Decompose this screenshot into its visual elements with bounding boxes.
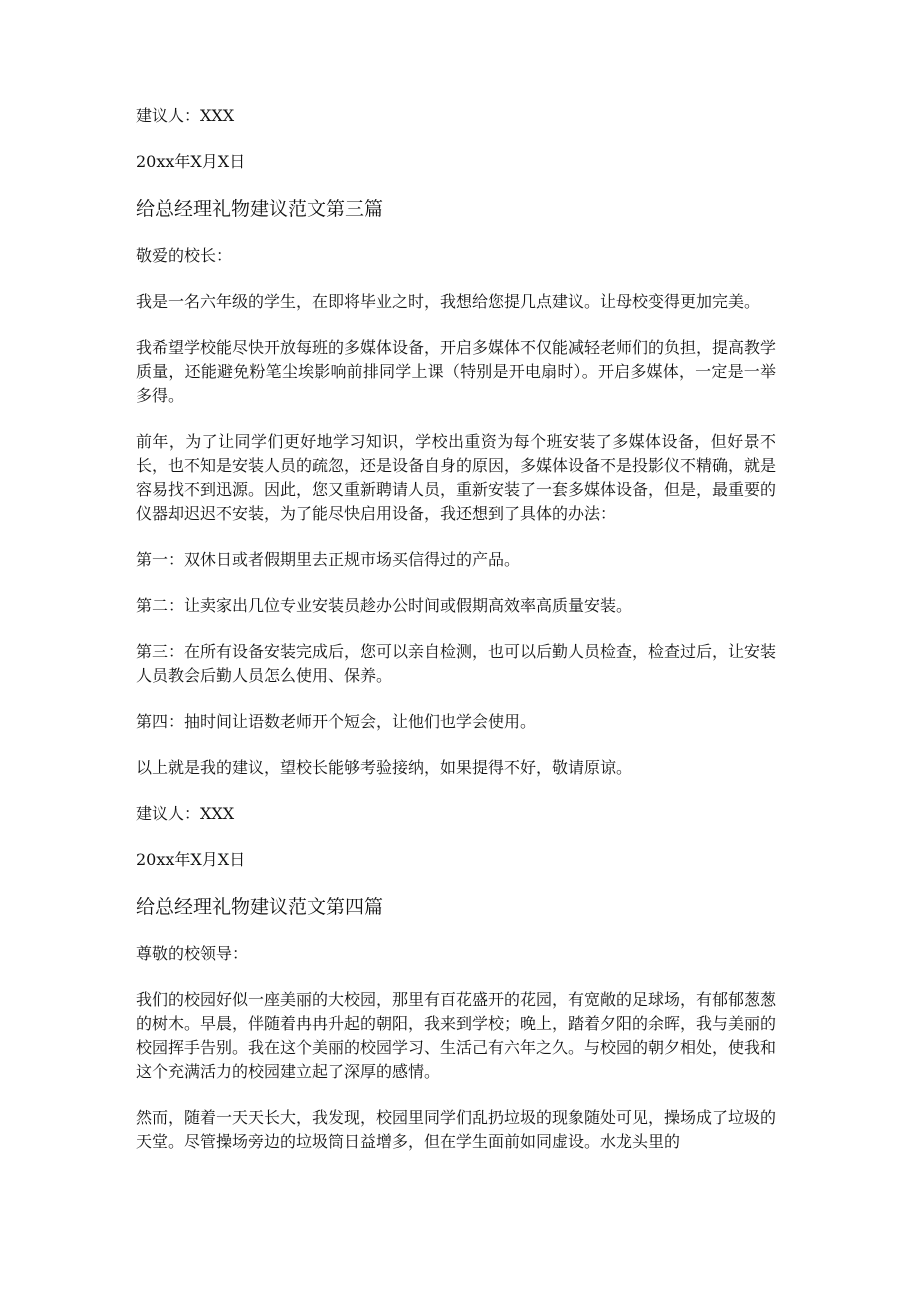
- list-item: 第四：抽时间让语数老师开个短会，让他们也学会使用。: [136, 712, 537, 731]
- list-item: 第一：双休日或者假期里去正规市场买信得过的产品。: [136, 550, 521, 569]
- list-item: 第二：让卖家出几位专业安装员趁办公时间或假期高效率高质量安装。: [136, 596, 633, 615]
- section-heading: 给总经理礼物建议范文第四篇: [136, 896, 384, 918]
- salutation: 敬爱的校长：: [136, 246, 233, 265]
- paragraph: 我们的校园好似一座美丽的大校园，那里有百花盛开的花园，有宽敞的足球场，有郁郁葱葱的树木。早晨，伴随着冉冉升起的朝阳，我来到学校；晚上，踏着夕阳的余晖，我与美丽的校园挥手告别。我在这个美丽的校园学习、生活己有六年之久。与校园的朝夕相处，使我和这个充满活力的校园建立起了深厚的感情。: [136, 990, 777, 1081]
- paragraph: 以上就是我的建议，望校长能够考验接纳，如果提得不好，敬请原谅。: [136, 758, 633, 777]
- paragraph: 我是一名六年级的学生，在即将毕业之时，我想给您提几点建议。让母校变得更加完美。: [136, 292, 761, 311]
- paragraph: 我希望学校能尽快开放每班的多媒体设备，开启多媒体不仅能减轻老师们的负担，提高教学质量，还能避免粉笔尘埃影响前排同学上课（特别是开电扇时）。开启多媒体，一定是一举多得。: [136, 338, 777, 405]
- salutation: 尊敬的校领导：: [136, 944, 249, 963]
- list-item: 第三：在所有设备安装完成后，您可以亲自检测，也可以后勤人员检查，检查过后，让安装人员教会后勤人员怎么使用、保养。: [136, 642, 777, 685]
- date-line: 20xx年X月X日: [136, 152, 246, 171]
- signer-line: 建议人：XXX: [136, 106, 235, 125]
- document-page: [136, 104, 776, 1176]
- paragraph: 前年，为了让同学们更好地学习知识，学校出重资为每个班安装了多媒体设备，但好景不长，也不知是安装人员的疏忽，还是设备自身的原因，多媒体设备不是投影仪不精确，就是容易找不到迅源。因此，您又重新聘请人员，重新安装了一套多媒体设备，但是，最重要的仪器却迟迟不安装，为了能尽快启用设备，我还想到了具体的办法：: [136, 432, 777, 523]
- signer-line: 建议人：XXX: [136, 804, 235, 823]
- date-line: 20xx年X月X日: [136, 850, 246, 869]
- paragraph: 然而，随着一天天长大，我发现，校园里同学们乱扔垃圾的现象随处可见，操场成了垃圾的天堂。尽管操场旁边的垃圾筒日益增多，但在学生面前如同虚设。水龙头里的: [136, 1108, 777, 1151]
- section-heading: 给总经理礼物建议范文第三篇: [136, 198, 384, 220]
